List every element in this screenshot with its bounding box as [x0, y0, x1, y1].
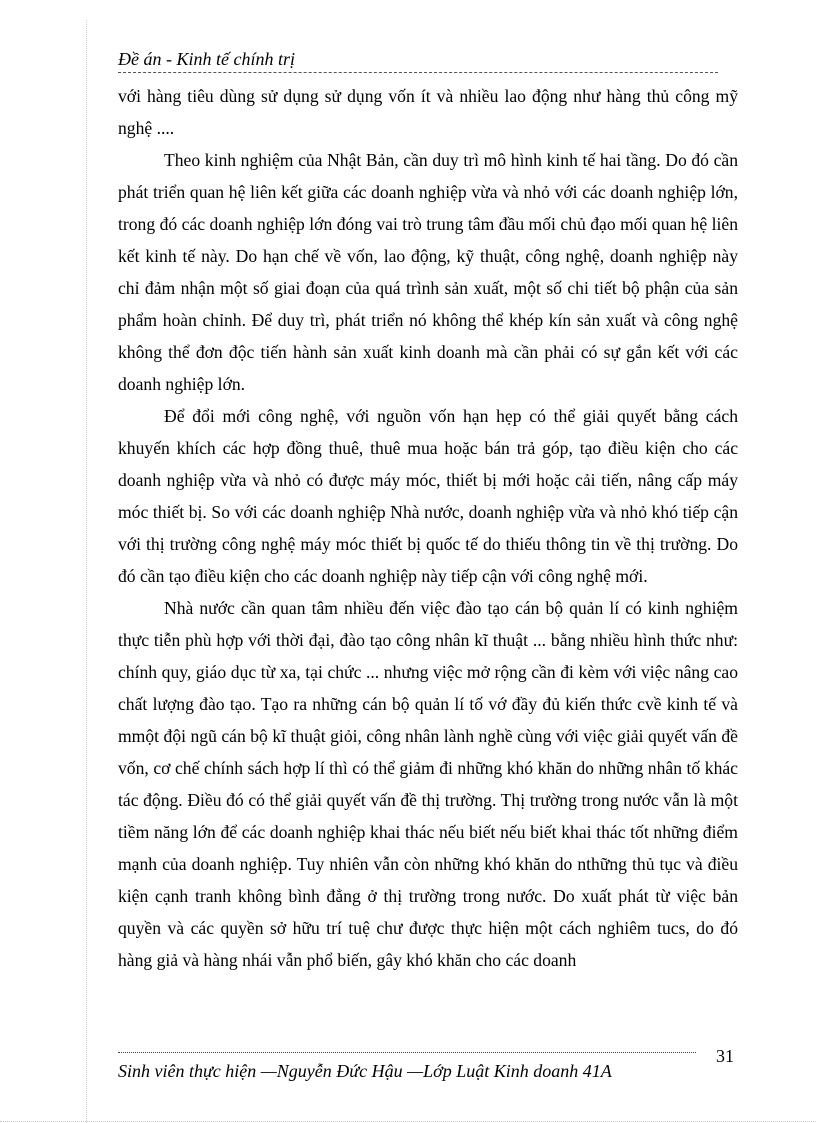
- paragraph-state-training: Nhà nước cần quan tâm nhiều đến việc đào tạo cán bộ quản lí có kinh nghiệm thực tiễn phù hợp với thời đại, đào tạo công nhân kĩ thuật ... bằng nhiều hình thức như: chính quy, giáo dục từ xa, tại chức ... nhưng việc mở rộng cần đi kèm với việc nâng cao chất lượng đào tạo. Tạo ra những cán bộ quản lí tố vớ đầy đủ kiến thức cvề kinh tế và mmột đội ngũ cán bộ kĩ thuật giỏi, công nhân lành nghề cùng với việc giải quyết vấn đề vốn, cơ chế chính sách hợp lí thì có thể giảm đi những khó khăn do những nhân tố khác tác động. Điều đó có thể giải quyết vấn đề thị trường. Thị trường trong nước vẫn là một tiềm năng lớn để các doanh nghiệp khai thác nếu biết nếu biết khai thác tốt những điểm mạnh của doanh nghiệp. Tuy nhiên vẫn còn những khó khăn do nthững thủ tục và điều kiện cạnh tranh không bình đẳng ở thị trường trong nước. Do xuất phát từ việc bản quyền và các quyền sở hữu trí tuệ chư được thực hiện một cách nghiêm tucs, do đó hàng giả và hàng nhái vẫn phổ biến, gây khó khăn cho các doanh: [118, 598, 738, 970]
- body-text: [118, 80, 738, 976]
- page-bottom-rule: [0, 1121, 816, 1122]
- paragraph-continuation: với hàng tiêu dùng sử dụng sử dụng vốn ít và nhiều lao động như hàng thủ công mỹ nghệ ....: [118, 86, 738, 138]
- header-title: Đề án - Kinh tế chính trị: [118, 49, 295, 69]
- header-divider: [118, 72, 718, 73]
- paragraph-technology-renewal: Để đổi mới công nghệ, với nguồn vốn hạn hẹp có thể giải quyết bằng cách khuyến khích các hợp đồng thuê, thuê mua hoặc bán trả góp, tạo điều kiện cho các doanh nghiệp vừa và nhỏ có được máy móc, thiết bị mới hoặc cải tiến, nâng cấp máy móc thiết bị. So với các doanh nghiệp Nhà nước, doanh nghiệp vừa và nhỏ khó tiếp cận với thị trường công nghệ máy móc thiết bị quốc tế do thiếu thông tin về thị trường. Do đó cần tạo điều kiện cho các doanh nghiệp này tiếp cận với công nghệ mới.: [118, 406, 738, 586]
- footer-divider: [118, 1052, 696, 1053]
- paragraph-japan-experience: Theo kinh nghiệm của Nhật Bản, cần duy trì mô hình kinh tế hai tầng. Do đó cần phát triển quan hệ liên kết giữa các doanh nghiệp vừa và nhỏ với các doanh nghiệp lớn, trong đó các doanh nghiệp lớn đóng vai trò trung tâm đầu mối chủ đạo mối quan hệ liên kết kinh tế này. Do hạn chế về vốn, lao động, kỹ thuật, công nghệ, doanh nghiệp này chỉ đảm nhận một số giai đoạn của quá trình sản xuất, một số chi tiết bộ phận của sản phẩm hoàn chỉnh. Để duy trì, phát triển nó không thể khép kín sản xuất và công nghệ không thể đơn độc tiến hành sản xuất kinh doanh mà cần phải có sự gắn kết với các doanh nghiệp lớn.: [118, 150, 738, 394]
- page-number: 31: [716, 1046, 734, 1066]
- footer-author: Sinh viên thực hiện —Nguyễn Đức Hậu —Lớp Luật Kinh doanh 41A: [118, 1061, 612, 1081]
